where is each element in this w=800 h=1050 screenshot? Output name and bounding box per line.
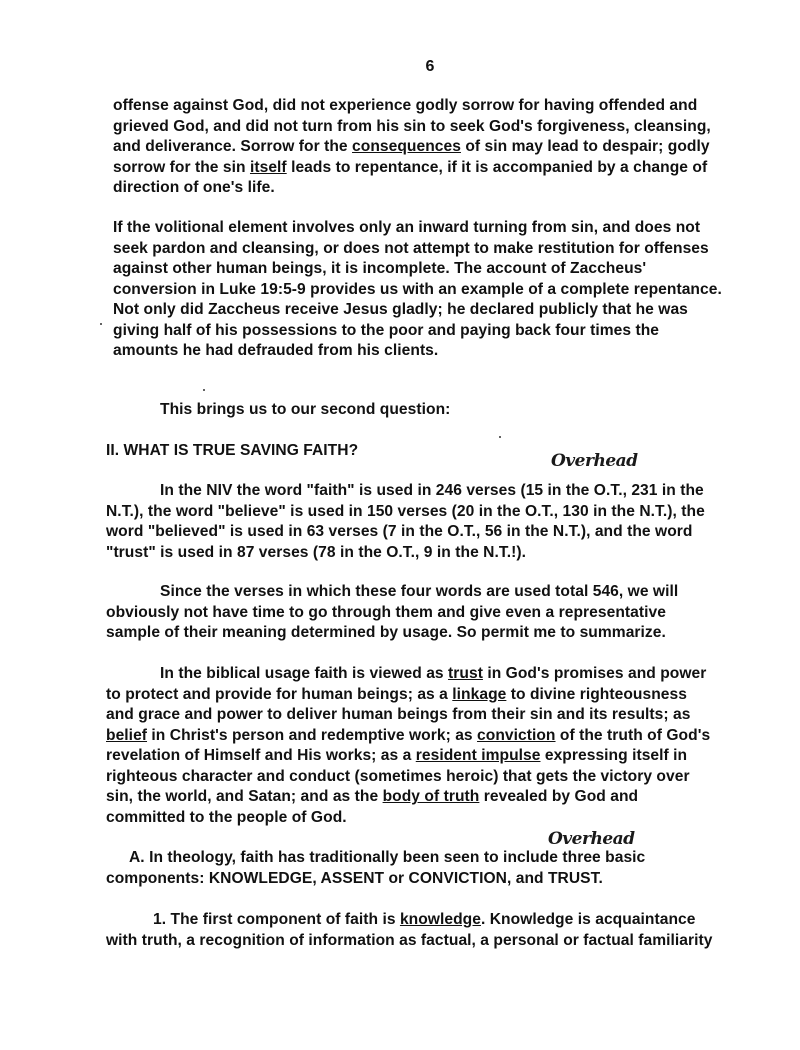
text-line: "trust" is used in 87 verses (78 in the O.T., 9 in the N.T.!).: [106, 543, 526, 561]
underlined-trust: trust: [448, 665, 483, 682]
page-number: 6: [425, 58, 435, 75]
underlined-resident-impulse: resident impulse: [415, 747, 541, 764]
text-line: giving half of his possessions to the poor and paying back four times the: [113, 321, 660, 339]
text-line: conversion in Luke 19:5-9 provides us with an example of a complete repentance.: [113, 280, 722, 298]
paragraph-zaccheus: [113, 218, 722, 362]
text-line: N.T.), the word "believe" is used in 150 verses (20 in the O.T., 130 in the N.T.), the: [106, 502, 705, 520]
text-line: committed to the people of God.: [106, 808, 347, 826]
text-line: Not only did Zaccheus receive Jesus gladly; he declared publicly that he was: [113, 301, 688, 318]
paragraph-biblical-usage: [106, 664, 710, 828]
text-line: amounts he had defrauded from his clients.: [113, 342, 439, 359]
text-line: direction of one's life.: [113, 179, 275, 196]
section-heading-saving-faith: [106, 441, 358, 462]
text-line: to protect and provide for human beings; as a linkage to divine righteousness: [106, 685, 687, 703]
paragraph-second-question: [160, 400, 450, 421]
text-line: grieved God, and did not turn from his sin to seek God's forgiveness, cleansing,: [113, 117, 711, 135]
underlined-linkage: linkage: [452, 685, 507, 703]
underlined-body-of-truth: body of truth: [382, 788, 480, 805]
paragraph-niv-word-counts: [106, 481, 705, 563]
text-line: seek pardon and cleansing, or does not attempt to make restitution for offenses: [113, 239, 709, 257]
text-line: sample of their meaning determined by usage. So permit me to summarize.: [106, 624, 666, 641]
underlined-belief: belief: [106, 726, 148, 744]
text-line: components: KNOWLEDGE, ASSENT or CONVICTION, and TRUST.: [106, 869, 603, 887]
text-line: with truth, a recognition of information as factual, a personal or factual familiarity: [106, 931, 713, 949]
underlined-knowledge: knowledge: [399, 911, 481, 928]
paragraph-theology-components: [106, 848, 645, 889]
paragraph-knowledge: [106, 910, 712, 951]
underlined-conviction: conviction: [477, 726, 556, 744]
text-line: In the NIV the word "faith" is used in 246 verses (15 in the O.T., 231 in the: [160, 482, 704, 499]
text-line: word "believed" is used in 63 verses (7 in the O.T., 56 in the N.T.), and the word: [106, 523, 693, 540]
text-line: revelation of Himself and His works; as a resident impulse expressing itself in: [106, 747, 688, 764]
text-line: and grace and power to deliver human beings from their sin and its results; as: [106, 706, 691, 723]
text-line: against other human beings, it is incomplete. The account of Zaccheus': [113, 260, 647, 277]
section-heading: II. WHAT IS TRUE SAVING FAITH?: [106, 442, 359, 459]
text-line: A. In theology, faith has traditionally been seen to include three basic: [129, 849, 646, 866]
text-line: sin, the world, and Satan; and as the body of truth revealed by God and: [106, 788, 639, 805]
paragraph-summarize: [106, 582, 678, 644]
underlined-consequences: consequences: [352, 138, 461, 155]
text-line: obviously not have time to go through them and give even a representative: [106, 603, 666, 621]
text-line: Since the verses in which these four words are used total 546, we will: [160, 583, 679, 600]
handwritten-note-overhead: Overhead: [548, 829, 635, 849]
scan-speck: [100, 323, 102, 325]
paragraph-repentance-sorrow: [113, 96, 711, 199]
scan-speck: [499, 436, 501, 438]
text-line: This brings us to our second question:: [160, 401, 451, 418]
handwritten-note-overhead: Overhead: [551, 451, 638, 471]
text-line: In the biblical usage faith is viewed as trust in God's promises and power: [160, 665, 707, 682]
text-line: sorrow for the sin itself leads to repentance, if it is accompanied by a change of: [113, 158, 708, 176]
text-line: righteous character and conduct (sometimes heroic) that gets the victory over: [106, 767, 690, 785]
text-line: and deliverance. Sorrow for the consequences of sin may lead to despair; godly: [113, 138, 710, 155]
text-line: belief in Christ's person and redemptive work; as conviction of the truth of God's: [106, 726, 711, 744]
text-line: If the volitional element involves only an inward turning from sin, and does not: [113, 219, 701, 236]
text-line: offense against God, did not experience godly sorrow for having offended and: [113, 97, 698, 114]
scan-speck: [203, 389, 205, 391]
text-line: 1. The first component of faith is knowledge. Knowledge is acquaintance: [153, 911, 696, 928]
underlined-itself: itself: [249, 158, 287, 176]
